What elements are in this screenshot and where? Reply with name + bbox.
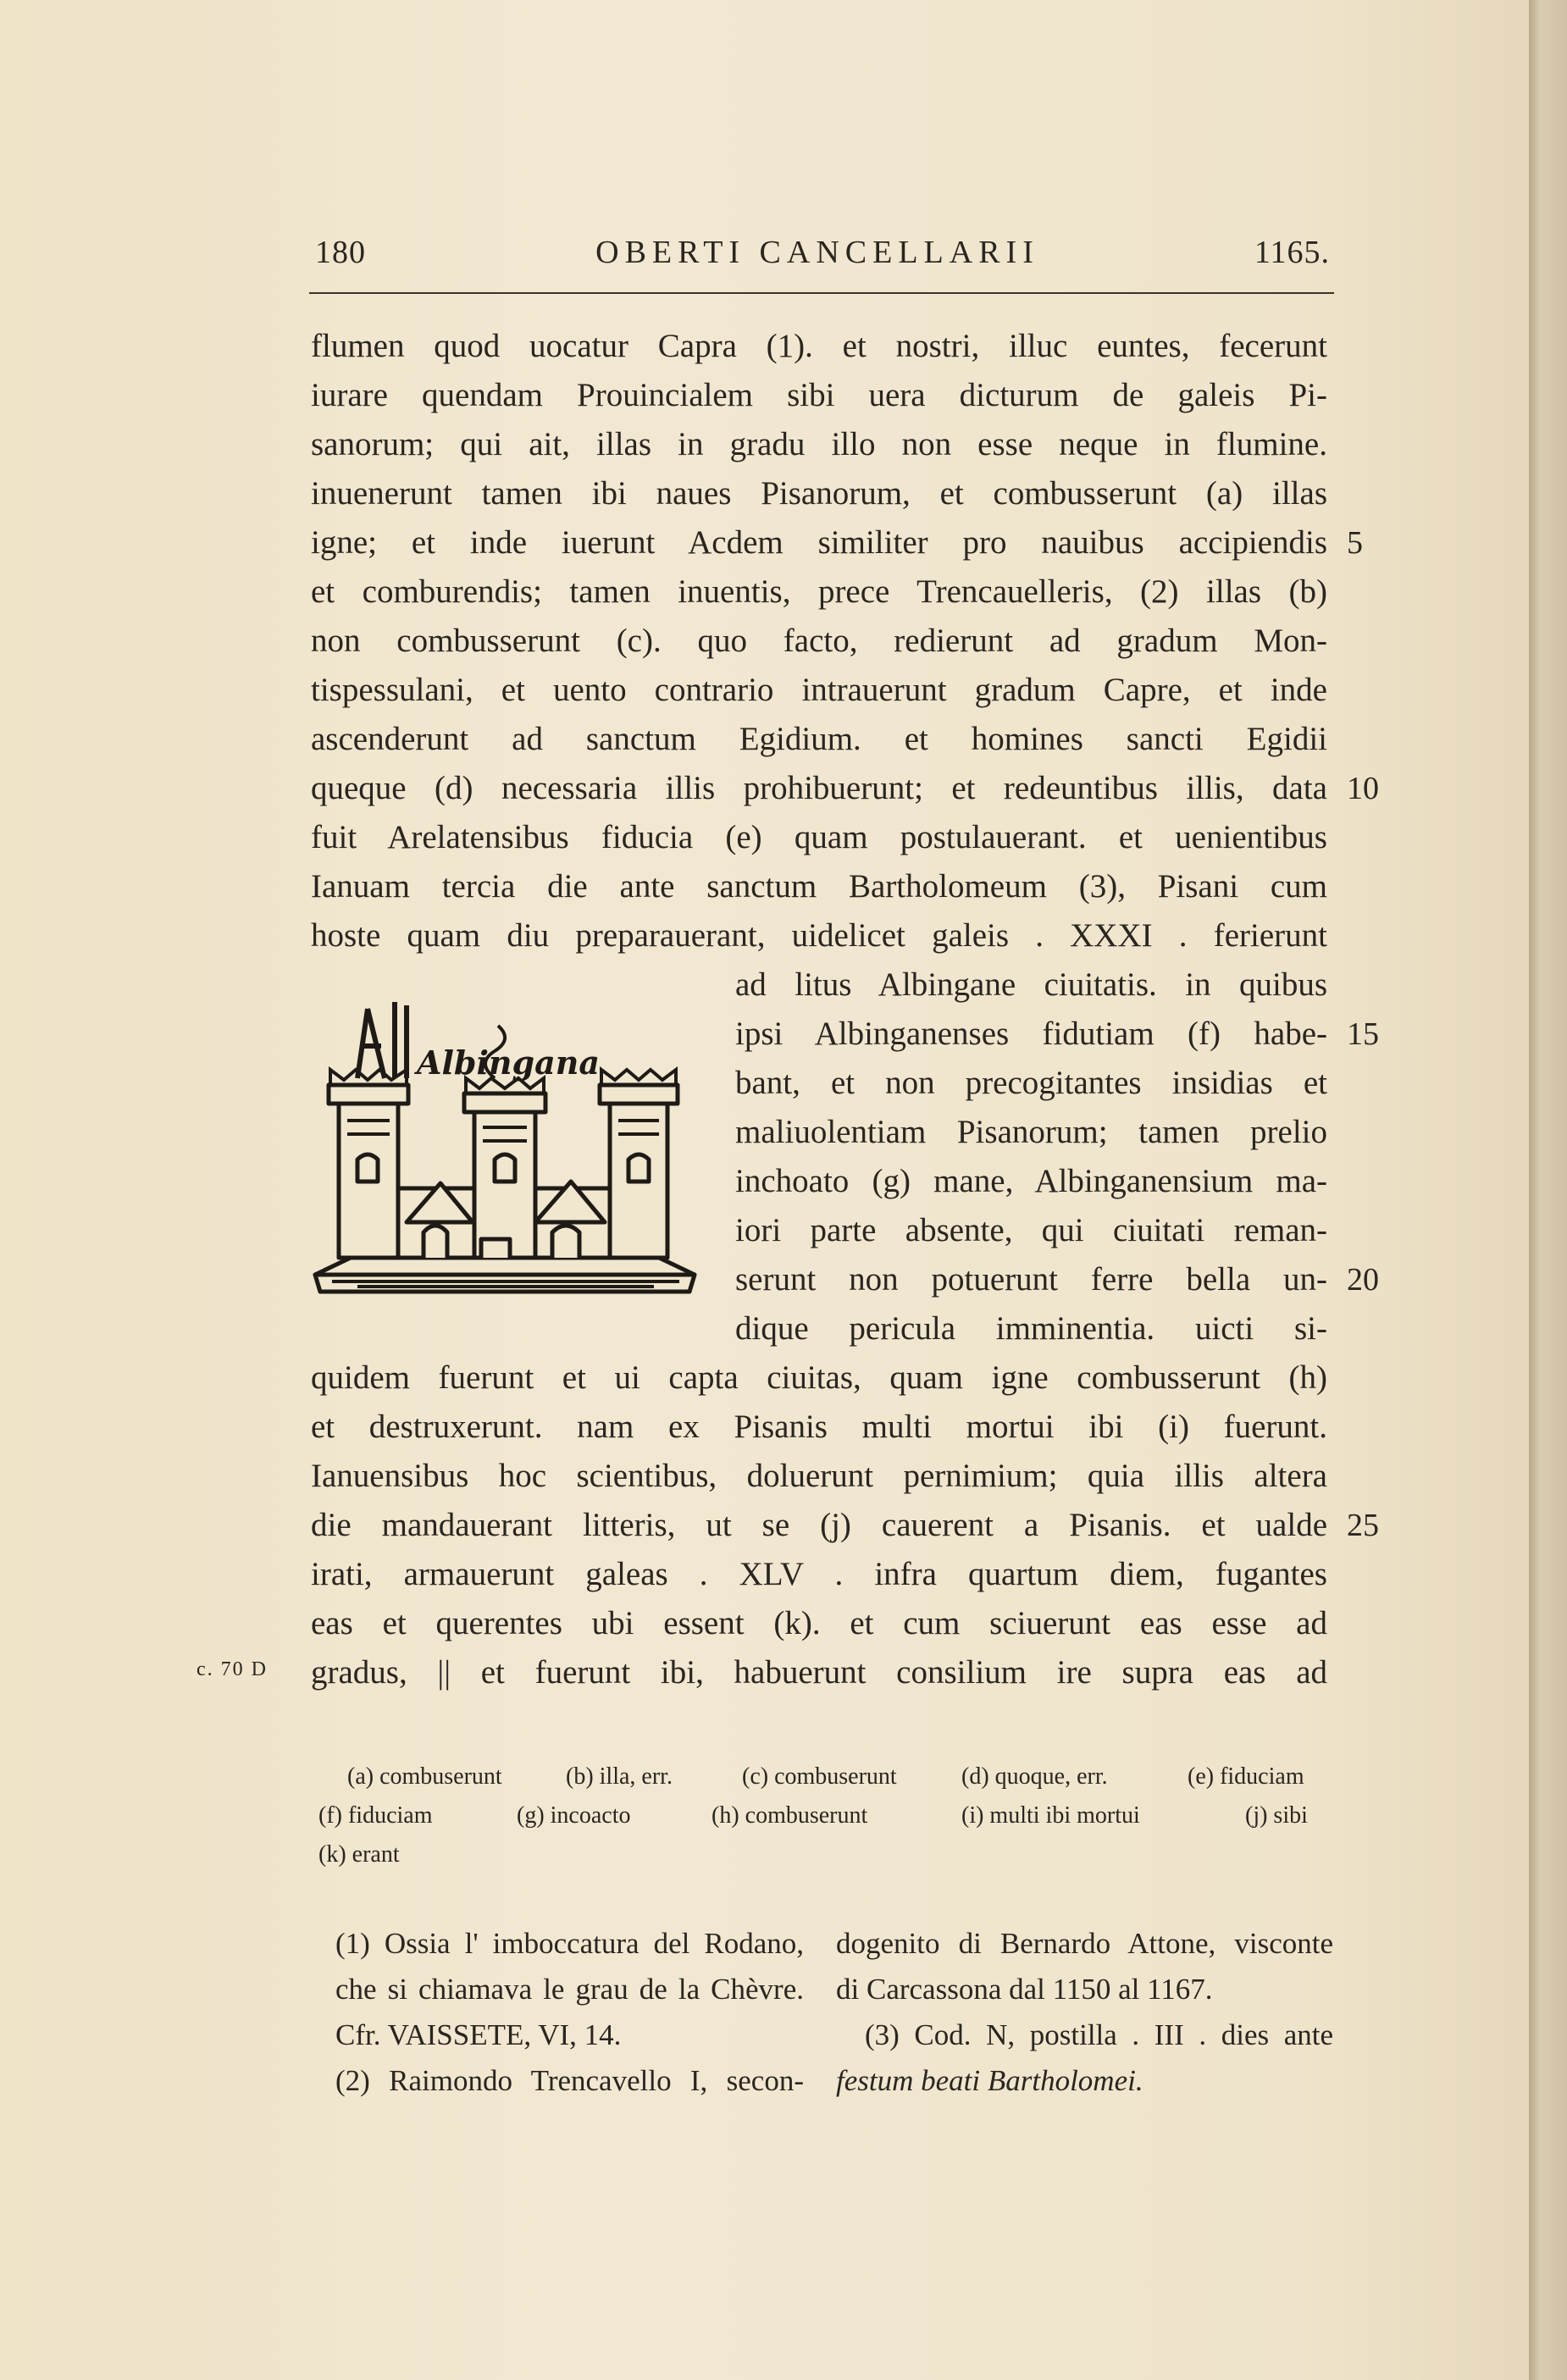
footnote-line: di Carcassona dal 1150 al 1167. xyxy=(836,1973,1213,2006)
text-line: non combusserunt (c). quo facto, redierunt ad gradum Mon- xyxy=(311,623,1327,659)
text-line: ascenderunt ad sanctum Egidium. et homines sancti Egidii xyxy=(311,721,1327,757)
footnote-line: che si chiamava le grau de la Chèvre. xyxy=(335,1973,804,2006)
footnote-line: dogenito di Bernardo Attone, visconte xyxy=(836,1927,1333,1960)
text-line: Ianuensibus hoc scientibus, doluerunt pernimium; quia illis altera xyxy=(311,1458,1327,1494)
text-line: maliuolentiam Pisanorum; tamen prelio xyxy=(735,1114,1327,1150)
running-header xyxy=(305,234,1330,283)
footnote-line: festum beati Bartholomei. xyxy=(836,2064,1143,2097)
footnote-line: (2) Raimondo Trencavello I, secon- xyxy=(335,2064,804,2097)
text-line: irati, armauerunt galeas . XLV . infra quartum diem, fugantes xyxy=(311,1556,1327,1592)
text-line: ipsi Albinganenses fidutiam (f) habe- xyxy=(735,1016,1327,1052)
text-line: bant, et non precogitantes insidias et xyxy=(735,1065,1327,1101)
variant-reading: (j) sibi xyxy=(1245,1802,1308,1829)
text-line: hoste quam diu preparauerant, uidelicet galeis . XXXI . ferierunt xyxy=(311,917,1327,954)
text-line: iori parte absente, qui ciuitati reman- xyxy=(735,1212,1327,1248)
variant-reading: (b) illa, err. xyxy=(566,1763,673,1790)
header-rule xyxy=(309,292,1334,294)
text-line: dique pericula imminentia. uicti si- xyxy=(735,1310,1327,1347)
variant-reading: (k) erant xyxy=(318,1841,400,1868)
line-number: 10 xyxy=(1347,771,1379,806)
line-number: 20 xyxy=(1347,1262,1379,1298)
text-line: flumen quod uocatur Capra (1). et nostri, illuc euntes, fecerunt xyxy=(311,328,1327,364)
text-line: tispessulani, et uento contrario intrauerunt gradum Capre, et inde xyxy=(311,672,1327,708)
text-line: iurare quendam Prouincialem sibi uera dicturum de galeis Pi- xyxy=(311,377,1327,413)
text-line: et destruxerunt. nam ex Pisanis multi mortui ibi (i) fuerunt. xyxy=(311,1409,1327,1445)
text-line: sanorum; qui ait, illas in gradu illo non esse neque in flumine. xyxy=(311,426,1327,462)
text-line: inuenerunt tamen ibi naues Pisanorum, et combusserunt (a) illas xyxy=(311,475,1327,512)
margin-reference: c. 70 D xyxy=(197,1658,268,1680)
footnote-line: (3) Cod. N, postilla . III . dies ante xyxy=(865,2018,1333,2051)
text-line: fuit Arelatensibus fiducia (e) quam postulauerant. et uenientibus xyxy=(311,819,1327,855)
variant-reading: (h) combuserunt xyxy=(712,1802,868,1829)
running-title: OBERTI CANCELLARII xyxy=(595,235,1039,270)
text-line: ad litus Albingane ciuitatis. in quibus xyxy=(735,966,1327,1003)
line-number: 25 xyxy=(1347,1508,1379,1543)
text-line: igne; et inde iuerunt Acdem similiter pro nauibus accipiendis xyxy=(311,524,1327,561)
footnote-line: (1) Ossia l' imboccatura del Rodano, xyxy=(335,1927,804,1960)
variant-reading: (d) quoque, err. xyxy=(961,1763,1108,1790)
text-line: et comburendis; tamen inuentis, prece Trencauelleris, (2) illas (b) xyxy=(311,573,1327,610)
text-line: Ianuam tercia die ante sanctum Bartholomeum (3), Pisani cum xyxy=(311,868,1327,905)
variant-reading: (a) combuserunt xyxy=(347,1763,502,1790)
line-number: 5 xyxy=(1347,525,1363,561)
variant-reading: (g) incoacto xyxy=(517,1802,631,1829)
footnote-line: Cfr. VAISSETE, VI, 14. xyxy=(335,2018,622,2051)
variant-reading: (i) multi ibi mortui xyxy=(961,1802,1140,1829)
text-line: eas et querentes ubi essent (k). et cum sciuerunt eas esse ad xyxy=(311,1605,1327,1641)
text-line: serunt non potuerunt ferre bella un- xyxy=(735,1261,1327,1298)
page-number: 180 xyxy=(315,235,366,270)
text-line: die mandauerant litteris, ut se (j) cauerent a Pisanis. et ualde xyxy=(311,1507,1327,1543)
text-line: gradus, || et fuerunt ibi, habuerunt consilium ire supra eas ad xyxy=(311,1654,1327,1691)
albingana-castle-illustration xyxy=(307,985,701,1322)
text-line: inchoato (g) mane, Albinganensium ma- xyxy=(735,1163,1327,1199)
page-edge xyxy=(1529,0,1567,2380)
variant-reading: (c) combuserunt xyxy=(742,1763,897,1790)
line-number: 15 xyxy=(1347,1016,1379,1052)
variant-reading: (f) fiduciam xyxy=(318,1802,433,1829)
year-label: 1165. xyxy=(1254,235,1330,270)
illustration-label: Albingana xyxy=(417,1043,600,1082)
text-line: quidem fuerunt et ui capta ciuitas, quam igne combusserunt (h) xyxy=(311,1359,1327,1396)
text-line: queque (d) necessaria illis prohibuerunt; et redeuntibus illis, data xyxy=(311,770,1327,806)
variant-reading: (e) fiduciam xyxy=(1188,1763,1304,1790)
